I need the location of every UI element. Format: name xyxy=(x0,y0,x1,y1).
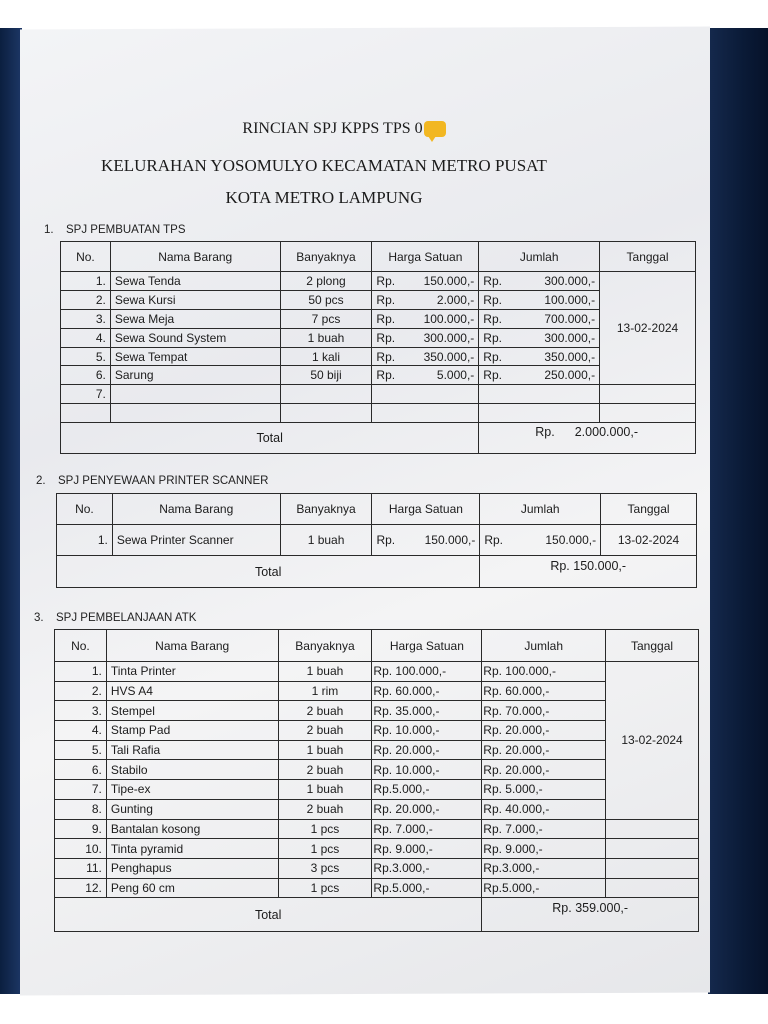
table-row xyxy=(55,701,699,721)
cell-harga-satuan xyxy=(372,404,479,423)
cell-jumlah: Rp.5.000,- xyxy=(482,878,606,898)
currency-label: Rp. xyxy=(483,330,502,345)
cell-nama-barang: Stempel xyxy=(106,701,278,721)
cell-nama-barang: Tinta pyramid xyxy=(106,839,278,859)
cell-banyaknya: 1 buah xyxy=(280,328,372,347)
cell-harga-satuan xyxy=(372,309,479,328)
cell-no: 3. xyxy=(61,309,111,328)
cell-jumlah: Rp. 20.000,- xyxy=(482,740,606,760)
cell-jumlah: Rp. 100.000,- xyxy=(482,662,606,682)
cell-banyaknya: 1 pcs xyxy=(278,878,372,898)
cell-tanggal-empty xyxy=(606,878,699,898)
currency-label: Rp. xyxy=(376,330,396,345)
currency-label: Rp. xyxy=(376,292,396,307)
currency-label: Rp. xyxy=(376,349,396,364)
table-header-row xyxy=(55,630,699,662)
cell-no: 2. xyxy=(55,681,107,701)
col-header-harga-satuan: Harga Satuan xyxy=(372,494,480,525)
cell-jumlah xyxy=(479,347,600,366)
cell-harga-satuan: Rp. 100.000,- xyxy=(372,662,482,682)
cell-no: 7. xyxy=(55,780,107,800)
cell-banyaknya: 50 pcs xyxy=(280,290,372,309)
table-header-row xyxy=(57,494,697,525)
cell-jumlah xyxy=(479,309,600,328)
amount-value: 250.000,- xyxy=(544,368,596,383)
cell-harga-satuan: Rp. 7.000,- xyxy=(372,819,482,839)
col-header-nama-barang: Nama Barang xyxy=(112,494,280,525)
cell-tanggal-empty xyxy=(606,858,699,878)
cell-jumlah: Rp. 60.000,- xyxy=(482,681,606,701)
cell-no: 1. xyxy=(61,272,111,291)
amount-value: 2.000.000,- xyxy=(574,425,638,440)
currency-label: Rp. xyxy=(483,273,502,288)
cell-banyaknya: 1 buah xyxy=(278,780,372,800)
cell-tanggal-empty xyxy=(600,404,696,423)
currency-label: Rp. xyxy=(376,273,396,288)
col-header-tanggal: Tanggal xyxy=(601,494,697,525)
cell-nama-barang: Bantalan kosong xyxy=(106,819,278,839)
total-label: Total xyxy=(55,898,482,932)
total-label: Total xyxy=(61,423,479,454)
col-header-nama-barang: Nama Barang xyxy=(110,242,280,272)
cell-no: 7. xyxy=(61,385,111,404)
currency-label: Rp. xyxy=(483,311,502,326)
amount-value: 100.000,- xyxy=(544,292,596,307)
cell-no: 3. xyxy=(55,701,107,721)
cell-nama-barang: Gunting xyxy=(106,799,278,819)
amount-value: 700.000,- xyxy=(544,311,596,326)
amount-value: 300.000,- xyxy=(544,273,596,288)
cell-nama-barang: Sewa Tenda xyxy=(110,272,280,291)
cell-harga-satuan: Rp. 10.000,- xyxy=(372,721,482,741)
table-row xyxy=(55,721,699,741)
col-header-jumlah: Jumlah xyxy=(480,494,601,525)
cell-harga-satuan xyxy=(372,366,479,385)
col-header-tanggal: Tanggal xyxy=(606,630,699,662)
cell-banyaknya: 7 pcs xyxy=(280,309,372,328)
section-number: 2. xyxy=(36,475,46,487)
col-header-harga-satuan: Harga Satuan xyxy=(372,630,482,662)
currency-label: Rp. xyxy=(376,311,396,326)
cell-nama-barang: Sewa Meja xyxy=(110,309,280,328)
table-row xyxy=(55,760,699,780)
table-row xyxy=(55,839,699,859)
cell-tanggal-empty xyxy=(606,819,699,839)
cell-jumlah xyxy=(479,290,600,309)
cell-jumlah: Rp. 5.000,- xyxy=(482,780,606,800)
table-row xyxy=(55,740,699,760)
col-header-no: No. xyxy=(55,630,107,662)
cell-nama-barang: Sewa Tempat xyxy=(110,347,280,366)
cell-jumlah xyxy=(479,328,600,347)
currency-label: Rp. xyxy=(376,533,396,547)
cell-no: 9. xyxy=(55,819,107,839)
table-row xyxy=(55,819,699,839)
total-row xyxy=(55,898,699,932)
currency-label: Rp. xyxy=(483,292,502,307)
cell-banyaknya: 50 biji xyxy=(280,366,372,385)
cell-nama-barang: Peng 60 cm xyxy=(106,878,278,898)
cell-nama-barang: Sewa Printer Scanner xyxy=(112,525,280,556)
cell-nama-barang: Sewa Kursi xyxy=(110,290,280,309)
table-row xyxy=(55,878,699,898)
total-value: Rp. 359.000,- xyxy=(482,898,699,932)
cell-banyaknya: 1 buah xyxy=(278,740,372,760)
table-row xyxy=(61,272,696,291)
section-3-heading xyxy=(34,612,196,624)
total-label: Total xyxy=(57,556,480,588)
cell-harga-satuan xyxy=(372,525,480,556)
title-line-1: RINCIAN SPJ KPPS TPS 0 xyxy=(242,120,423,137)
total-row xyxy=(57,556,697,588)
cell-harga-satuan xyxy=(372,347,479,366)
cell-no: 10. xyxy=(55,839,107,859)
cell-harga-satuan: Rp. 20.000,- xyxy=(372,740,482,760)
cell-harga-satuan xyxy=(372,328,479,347)
cell-harga-satuan: Rp. 35.000,- xyxy=(372,701,482,721)
section-number: 1. xyxy=(44,224,54,236)
table-row xyxy=(61,404,696,423)
cell-harga-satuan xyxy=(372,290,479,309)
cell-tanggal-empty xyxy=(606,839,699,859)
cell-no: 11. xyxy=(55,858,107,878)
currency-label: Rp. xyxy=(376,368,396,383)
section-title: SPJ PEMBUATAN TPS xyxy=(66,224,186,236)
col-header-jumlah: Jumlah xyxy=(482,630,606,662)
table-row xyxy=(55,681,699,701)
cell-no: 4. xyxy=(61,328,111,347)
cell-banyaknya: 3 pcs xyxy=(278,858,372,878)
amount-value: 2.000,- xyxy=(436,292,475,307)
currency-label: Rp. xyxy=(535,425,555,440)
cell-jumlah: Rp. 7.000,- xyxy=(482,819,606,839)
cell-banyaknya: 1 kali xyxy=(280,347,372,366)
cell-nama-barang: Stamp Pad xyxy=(106,721,278,741)
col-header-banyaknya: Banyaknya xyxy=(280,494,372,525)
cell-nama-barang: Tipe-ex xyxy=(106,780,278,800)
cell-no: 5. xyxy=(55,740,107,760)
cell-nama-barang: Stabilo xyxy=(106,760,278,780)
table-row xyxy=(57,525,697,556)
cell-nama-barang: Sewa Sound System xyxy=(110,328,280,347)
cell-harga-satuan: Rp. 10.000,- xyxy=(372,760,482,780)
amount-value: 150.000,- xyxy=(424,533,476,547)
background-frame-right xyxy=(708,28,768,994)
cell-no: 8. xyxy=(55,799,107,819)
cell-banyaknya xyxy=(280,404,372,423)
table-row xyxy=(55,780,699,800)
cell-jumlah: Rp. 40.000,- xyxy=(482,799,606,819)
amount-value: 300.000,- xyxy=(544,330,596,345)
currency-label: Rp. xyxy=(483,368,502,383)
total-value: Rp. 150.000,- xyxy=(480,556,697,588)
cell-harga-satuan: Rp.5.000,- xyxy=(372,878,482,898)
cell-jumlah: Rp. 9.000,- xyxy=(482,839,606,859)
cell-banyaknya: 2 buah xyxy=(278,799,372,819)
cell-no: 6. xyxy=(55,760,107,780)
cell-no: 5. xyxy=(61,347,111,366)
amount-value: 350.000,- xyxy=(544,349,596,364)
section-2-heading xyxy=(36,475,268,487)
table-row xyxy=(55,858,699,878)
cell-jumlah: Rp.3.000,- xyxy=(482,858,606,878)
cell-no: 2. xyxy=(61,290,111,309)
cell-banyaknya: 2 plong xyxy=(280,272,372,291)
col-header-jumlah: Jumlah xyxy=(479,242,600,272)
section-title: SPJ PEMBELANJAAN ATK xyxy=(56,612,197,624)
cell-banyaknya: 1 pcs xyxy=(278,839,372,859)
currency-label: Rp. xyxy=(484,533,504,547)
col-header-banyaknya: Banyaknya xyxy=(278,630,372,662)
cell-nama-barang: Penghapus xyxy=(106,858,278,878)
table-row xyxy=(61,385,696,404)
table-pembelanjaan-atk xyxy=(54,629,699,932)
cell-jumlah: Rp. 20.000,- xyxy=(482,760,606,780)
col-header-tanggal: Tanggal xyxy=(600,242,696,272)
cell-no xyxy=(61,404,111,423)
title-line-2: KELURAHAN YOSOMULYO KECAMATAN METRO PUSAT xyxy=(101,156,547,175)
table-penyewaan-printer xyxy=(56,493,697,588)
cell-no: 1. xyxy=(55,662,107,682)
amount-value: 350.000,- xyxy=(423,349,475,364)
cell-banyaknya xyxy=(280,385,372,404)
cell-banyaknya: 1 rim xyxy=(278,681,372,701)
cell-nama-barang: Tinta Printer xyxy=(106,662,278,682)
cell-nama-barang: Sarung xyxy=(110,366,280,385)
cell-banyaknya: 2 buah xyxy=(278,721,372,741)
document-title xyxy=(0,120,728,138)
total-value xyxy=(479,423,696,454)
cell-jumlah xyxy=(479,366,600,385)
cell-harga-satuan: Rp. 20.000,- xyxy=(372,799,482,819)
title-line-3: KOTA METRO LAMPUNG xyxy=(225,188,423,207)
col-header-banyaknya: Banyaknya xyxy=(280,242,372,272)
cell-banyaknya: 1 buah xyxy=(278,662,372,682)
cell-jumlah xyxy=(479,272,600,291)
cell-tanggal-empty xyxy=(600,385,696,404)
col-header-harga-satuan: Harga Satuan xyxy=(372,242,479,272)
cell-no: 12. xyxy=(55,878,107,898)
cell-harga-satuan: Rp. 60.000,- xyxy=(372,681,482,701)
cell-harga-satuan: Rp. 9.000,- xyxy=(372,839,482,859)
amount-value: 5.000,- xyxy=(436,368,475,383)
cell-nama-barang xyxy=(110,385,280,404)
total-row xyxy=(61,423,696,454)
cell-banyaknya: 2 buah xyxy=(278,760,372,780)
speech-bubble-icon xyxy=(424,121,446,137)
cell-jumlah xyxy=(479,385,600,404)
table-pembuatan-tps xyxy=(60,241,696,454)
col-header-no: No. xyxy=(61,242,111,272)
amount-value: 150.000,- xyxy=(423,273,475,288)
cell-tanggal: 13-02-2024 xyxy=(600,272,696,385)
cell-jumlah xyxy=(480,525,601,556)
cell-tanggal: 13-02-2024 xyxy=(601,525,697,556)
amount-value: 100.000,- xyxy=(423,311,475,326)
table-header-row xyxy=(61,242,696,272)
amount-value: 150.000,- xyxy=(545,533,597,547)
cell-harga-satuan: Rp.3.000,- xyxy=(372,858,482,878)
section-1-heading xyxy=(44,224,186,236)
currency-label: Rp. xyxy=(483,349,502,364)
cell-tanggal: 13-02-2024 xyxy=(606,662,699,820)
table-row xyxy=(55,799,699,819)
amount-value: 300.000,- xyxy=(423,330,475,345)
section-number: 3. xyxy=(34,612,44,624)
cell-nama-barang: HVS A4 xyxy=(106,681,278,701)
cell-banyaknya: 1 buah xyxy=(280,525,372,556)
table-row xyxy=(55,662,699,682)
cell-harga-satuan: Rp.5.000,- xyxy=(372,780,482,800)
cell-no: 6. xyxy=(61,366,111,385)
cell-banyaknya: 1 pcs xyxy=(278,819,372,839)
cell-no: 1. xyxy=(57,525,113,556)
cell-nama-barang: Tali Rafia xyxy=(106,740,278,760)
cell-jumlah: Rp. 70.000,- xyxy=(482,701,606,721)
cell-harga-satuan xyxy=(372,385,479,404)
col-header-nama-barang: Nama Barang xyxy=(106,630,278,662)
cell-jumlah: Rp. 20.000,- xyxy=(482,721,606,741)
col-header-no: No. xyxy=(57,494,113,525)
section-title: SPJ PENYEWAAN PRINTER SCANNER xyxy=(58,475,269,487)
cell-no: 4. xyxy=(55,721,107,741)
cell-nama-barang xyxy=(110,404,280,423)
cell-jumlah xyxy=(479,404,600,423)
cell-banyaknya: 2 buah xyxy=(278,701,372,721)
cell-harga-satuan xyxy=(372,272,479,291)
